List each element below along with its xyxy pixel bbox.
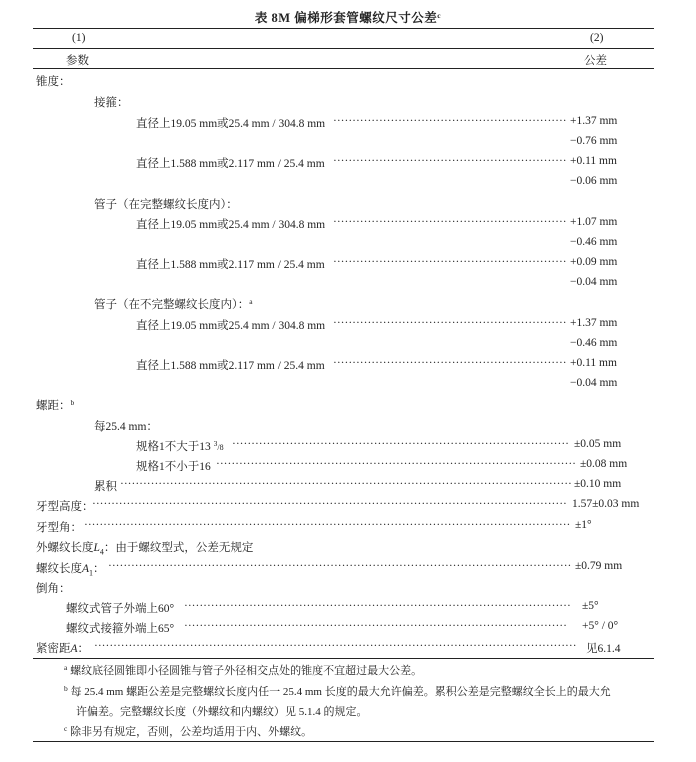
coupling-row2-param: 直径上1.588 mm或2.117 mm / 25.4 mm — [136, 158, 325, 170]
footnote-b-text-line1: 每 25.4 mm 螺距公差是完整螺纹长度内任一 25.4 mm 长度的最大允许偏差。累积公差是完整螺纹全长上的最大允 — [70, 686, 611, 698]
lead-size-row2: 规格1不小于16 — [136, 461, 211, 473]
dot-leader: ···························································································································· — [92, 498, 567, 510]
dot-leader: ····································································································· — [184, 600, 571, 612]
col1-number: (1) — [72, 32, 86, 44]
pipe-incomplete-label — [94, 296, 253, 312]
coupling-row1-param: 直径上19.05 mm或25.4 mm / 304.8 mm — [136, 118, 326, 130]
dot-leader: ······························································································ — [216, 458, 576, 470]
dot-leader: ······················································································································ — [120, 478, 572, 490]
pipe-full-label: 管子（在完整螺纹长度内）： — [94, 199, 238, 211]
thread-angle-label: 牙型角： — [36, 522, 82, 534]
thread-len-post: ： — [93, 563, 105, 575]
footnote-c-mark: c — [64, 724, 68, 733]
fraction-denominator: 8 — [219, 443, 224, 452]
footnote-a — [64, 662, 422, 678]
standoff-prefix: 紧密距 — [36, 643, 71, 655]
pipe-full-row2-param: 直径上1.588 mm或2.117 mm / 25.4 mm — [136, 259, 325, 271]
standoff-label — [36, 640, 89, 656]
footnote-c-text: 除非另有规定，否则，公差均适用于内、外螺纹。 — [70, 726, 313, 738]
pipe-incomplete-row2-param: 直径上1.588 mm或2.117 mm / 25.4 mm — [136, 360, 325, 372]
standoff-ref: 见6.1.4 — [586, 643, 621, 655]
thread-length-label — [36, 560, 105, 577]
chamfer-row1-tol: ±5° — [582, 600, 599, 612]
dot-leader: ························································································································· — [108, 560, 572, 572]
footnote-c — [64, 723, 312, 739]
pipe-incomplete-row1-param: 直径上19.05 mm或25.4 mm / 304.8 mm — [136, 320, 326, 332]
thread-height-tol: 1.57±0.03 mm — [572, 498, 640, 510]
coupling-row2-plus: +0.11 mm — [570, 155, 617, 167]
coupling-row1-plus: +1.37 mm — [570, 115, 618, 127]
footnote-mark-b: b — [70, 398, 75, 407]
pipe-incomplete-row2-plus: +0.11 mm — [570, 357, 617, 369]
thread-len-sub: 1 — [89, 568, 94, 578]
header-rule — [33, 48, 654, 49]
pipe-full-row1-minus: −0.46 mm — [570, 236, 618, 248]
dot-leader: ····························································· — [333, 256, 567, 268]
footnote-a-text: 螺纹底径圆锥即小径圆锥与管子外径相交点处的锥度不宜超过最大公差。 — [70, 665, 423, 677]
external-thread-length — [36, 539, 253, 556]
fraction-numerator: 3 — [213, 439, 218, 448]
ext-len-prefix: 外螺纹长度 — [36, 542, 94, 554]
footnote-rule — [33, 658, 654, 659]
lead-cumulative-tol: ±0.10 mm — [574, 478, 622, 490]
header-bottom-rule — [33, 68, 654, 69]
lead-size-row1 — [136, 438, 224, 454]
lead-size-row2-tol: ±0.08 mm — [580, 458, 628, 470]
chamfer-row1: 螺纹式管子外端上60° — [66, 603, 175, 615]
thread-angle-tol: ±1° — [575, 519, 592, 531]
bottom-rule — [33, 741, 654, 742]
footnote-b-line2: 许偏差。完整螺纹长度（外螺纹和内螺纹）见 5.1.4 的规定。 — [76, 706, 368, 718]
footnote-a-mark: a — [64, 663, 68, 672]
pipe-incomplete-row2-minus: −0.04 mm — [570, 377, 618, 389]
ext-len-sub: 4 — [99, 547, 104, 557]
top-rule — [33, 28, 654, 29]
standoff-var: A — [70, 643, 78, 655]
coupling-row2-minus: −0.06 mm — [570, 175, 618, 187]
footnote-b-mark: b — [64, 684, 68, 693]
dot-leader: ····························································· — [333, 155, 567, 167]
lead-per-inch-label: 每25.4 mm： — [94, 421, 158, 433]
ext-len-post: ：由于螺纹型式，公差无规定 — [103, 542, 254, 554]
title-footnote-mark: c — [437, 11, 442, 20]
coupling-row1-minus: −0.76 mm — [570, 135, 618, 147]
dot-leader: ····························································· — [333, 317, 567, 329]
lead-label — [36, 397, 74, 413]
thread-height-label: 牙型高度： — [36, 501, 94, 513]
pipe-incomplete-label-text: 管子（在不完整螺纹长度内）： — [94, 299, 250, 311]
coupling-label: 接箍： — [94, 97, 129, 109]
col2-number: (2) — [590, 32, 604, 44]
footnote-mark-a: a — [249, 297, 253, 306]
thread-len-var: A — [82, 563, 90, 575]
dot-leader: ····························································· — [333, 216, 567, 228]
lead-size-row1-tol: ±0.05 mm — [574, 438, 622, 450]
pipe-full-row1-param: 直径上19.05 mm或25.4 mm / 304.8 mm — [136, 219, 326, 231]
lead-label-text: 螺距： — [36, 400, 71, 412]
col2-header: 公差 — [584, 55, 607, 67]
lead-cumulative: 累积 — [94, 481, 117, 493]
table-title-text: 表 8M 偏梯形套管螺纹尺寸公差 — [254, 11, 438, 25]
standoff-post: ： — [77, 643, 90, 655]
pipe-incomplete-row1-plus: +1.37 mm — [570, 317, 618, 329]
lead-size-row1-text: 规格1不大于13 — [136, 441, 211, 453]
footnote-b — [64, 683, 611, 699]
pipe-full-row1-plus: +1.07 mm — [570, 216, 618, 228]
fraction-slash: / — [217, 443, 220, 452]
chamfer-row2-tol: +5° / 0° — [582, 620, 619, 632]
thread-length-tol: ±0.79 mm — [575, 560, 623, 572]
dot-leader: ···································································································· — [184, 620, 567, 632]
dot-leader: ······························································································································ — [94, 640, 577, 652]
pipe-full-row2-minus: −0.04 mm — [570, 276, 618, 288]
chamfer-row2: 螺纹式接箍外端上65° — [66, 623, 175, 635]
col1-header: 参数 — [66, 55, 89, 67]
dot-leader: ······························································································································· — [84, 519, 571, 531]
table-title — [0, 8, 696, 26]
dot-leader: ····························································· — [333, 357, 567, 369]
thread-len-prefix: 螺纹长度 — [36, 563, 82, 575]
dot-leader: ····························································· — [333, 115, 567, 127]
dot-leader: ························································································ — [232, 438, 570, 450]
ext-len-var: L — [93, 542, 100, 554]
pipe-incomplete-row1-minus: −0.46 mm — [570, 337, 618, 349]
pipe-full-row2-plus: +0.09 mm — [570, 256, 618, 268]
taper-label: 锥度： — [36, 76, 71, 88]
chamfer-label: 倒角： — [36, 583, 71, 595]
